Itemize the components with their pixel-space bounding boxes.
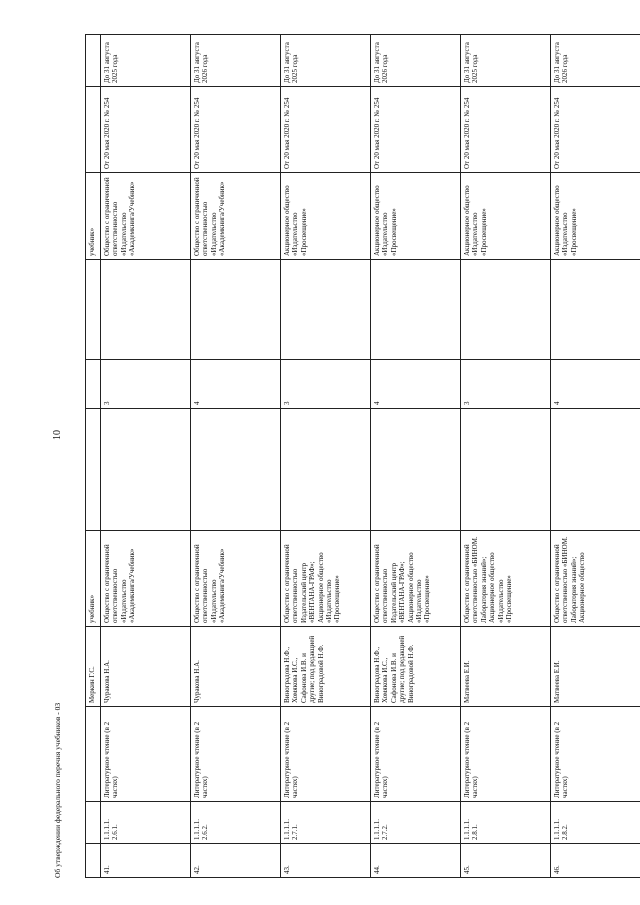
row-publisher: Общество с ограниченной ответственностью Издательский центр «ВЕНТАНА-ГРАФ»; Акционерное общество «Издательство «Просвещение» (281, 531, 371, 627)
row-publisher2: Акционерное общество «Издательство «Просвещение» (461, 173, 551, 260)
cell-empty (86, 260, 101, 360)
row-order: От 20 мая 2020 г. № 254 (191, 87, 281, 173)
row-title: Литературное чтение (в 2 частях) (281, 707, 371, 802)
table-row (281, 35, 371, 878)
row-title: Литературное чтение (в 2 частях) (101, 707, 191, 802)
row-number: 44. (371, 844, 461, 878)
row-publisher: Общество с ограниченной ответственностью «БИНОМ. Лаборатория знаний»; Акционерное общество (551, 531, 640, 627)
page-number: 10 (52, 430, 63, 440)
row-empty (551, 409, 640, 531)
row-until: До 31 августа 2026 года (551, 35, 640, 87)
row-author: Чуракова Н.А. (101, 627, 191, 707)
row-empty (101, 409, 191, 531)
cell-title (86, 707, 101, 802)
cell-empty (86, 409, 101, 531)
row-publisher: Общество с ограниченной ответственностью «Издательство «Академкнига/Учебник» (101, 531, 191, 627)
row-empty (281, 409, 371, 531)
row-publisher2: Акционерное общество «Издательство «Просвещение» (551, 173, 640, 260)
table-row (461, 35, 551, 878)
row-until: До 31 августа 2026 года (371, 35, 461, 87)
row-order: От 20 мая 2020 г. № 254 (461, 87, 551, 173)
cell-until (86, 35, 101, 87)
row-publisher2: Акционерное общество «Издательство «Просвещение» (281, 173, 371, 260)
row-title: Литературное чтение (в 2 частях) (371, 707, 461, 802)
table-row (371, 35, 461, 878)
row-code: 1.1.1.1. 2.8.1. (461, 802, 551, 844)
row-code: 1.1.1.1. 2.8.2. (551, 802, 640, 844)
cell-publisher: учебник» (86, 531, 101, 627)
row-grade: 4 (191, 360, 281, 409)
row-publisher: Общество с ограниченной ответственностью «БИНОМ. Лаборатория знаний»; Акционерное общество «Издательство «Просвещение» (461, 531, 551, 627)
row-code: 1.1.1.1. 2.7.2. (371, 802, 461, 844)
row-order: От 20 мая 2020 г. № 254 (101, 87, 191, 173)
row-publisher: Общество с ограниченной ответственностью «Издательство «Академкнига/Учебник» (191, 531, 281, 627)
row-author: Виноградова Н.Ф., Хомякова И.С., Сафонова И.В. и другие; под редакцией Виноградовой Н.Ф. (281, 627, 371, 707)
row-empty (191, 409, 281, 531)
row-until: До 31 августа 2025 года (101, 35, 191, 87)
table-row (191, 35, 281, 878)
cell-code (86, 802, 101, 844)
row-grade: 3 (101, 360, 191, 409)
textbook-list-table (85, 34, 640, 878)
row-order: От 20 мая 2020 г. № 254 (281, 87, 371, 173)
row-code: 1.1.1.1. 2.6.1. (101, 802, 191, 844)
row-empty (371, 409, 461, 531)
row-empty (461, 260, 551, 360)
row-number: 43. (281, 844, 371, 878)
row-empty (281, 260, 371, 360)
row-grade: 4 (371, 360, 461, 409)
cell-order (86, 87, 101, 173)
footer-text: Об утверждении федерального перечня учебников - 03 (53, 702, 62, 878)
header-row (86, 35, 101, 878)
row-author: Чуракова Н.А. (191, 627, 281, 707)
row-until: До 31 августа 2025 года (461, 35, 551, 87)
row-grade: 3 (461, 360, 551, 409)
row-author: Виноградова Н.Ф., Хомякова И.С., Сафонова И.В. и другие; под редакцией Виноградовой Н.Ф. (371, 627, 461, 707)
cell-num (86, 844, 101, 878)
row-order: От 20 мая 2020 г. № 254 (551, 87, 640, 173)
row-order: От 20 мая 2020 г. № 254 (371, 87, 461, 173)
row-author: Матвеева Е.И. (551, 627, 640, 707)
rotated-table-wrapper (85, 35, 627, 878)
row-title: Литературное чтение (в 2 частях) (191, 707, 281, 802)
table-row (101, 35, 191, 878)
row-publisher2: Акционерное общество «Издательство «Просвещение» (371, 173, 461, 260)
row-number: 46. (551, 844, 640, 878)
row-number: 41. (101, 844, 191, 878)
row-publisher: Общество с ограниченной ответственностью Издательский центр «ВЕНТАНА-ГРАФ»; Акционерное общество «Издательство «Просвещение» (371, 531, 461, 627)
row-until: До 31 августа 2026 года (191, 35, 281, 87)
row-grade: 3 (281, 360, 371, 409)
row-code: 1.1.1.1. 2.6.2. (191, 802, 281, 844)
row-number: 42. (191, 844, 281, 878)
row-author: Матвеева Е.И. (461, 627, 551, 707)
row-publisher2: Общество с ограниченной ответственностью «Издательство «Академкнига/Учебник» (101, 173, 191, 260)
row-empty (101, 260, 191, 360)
row-code: 1.1.1.1. 2.7.1. (281, 802, 371, 844)
row-empty (551, 260, 640, 360)
cell-author: Меркин Г.С. (86, 627, 101, 707)
cell-publisher2: учебник» (86, 173, 101, 260)
row-empty (371, 260, 461, 360)
row-grade: 4 (551, 360, 640, 409)
cell-grade (86, 360, 101, 409)
row-empty (461, 409, 551, 531)
row-empty (191, 260, 281, 360)
row-number: 45. (461, 844, 551, 878)
table-row (551, 35, 640, 878)
row-publisher2: Общество с ограниченной ответственностью «Издательство «Академкнига/Учебник» (191, 173, 281, 260)
row-until: До 31 августа 2025 года (281, 35, 371, 87)
row-title: Литературное чтение (в 2 частях) (551, 707, 640, 802)
row-title: Литературное чтение (в 2 частях) (461, 707, 551, 802)
